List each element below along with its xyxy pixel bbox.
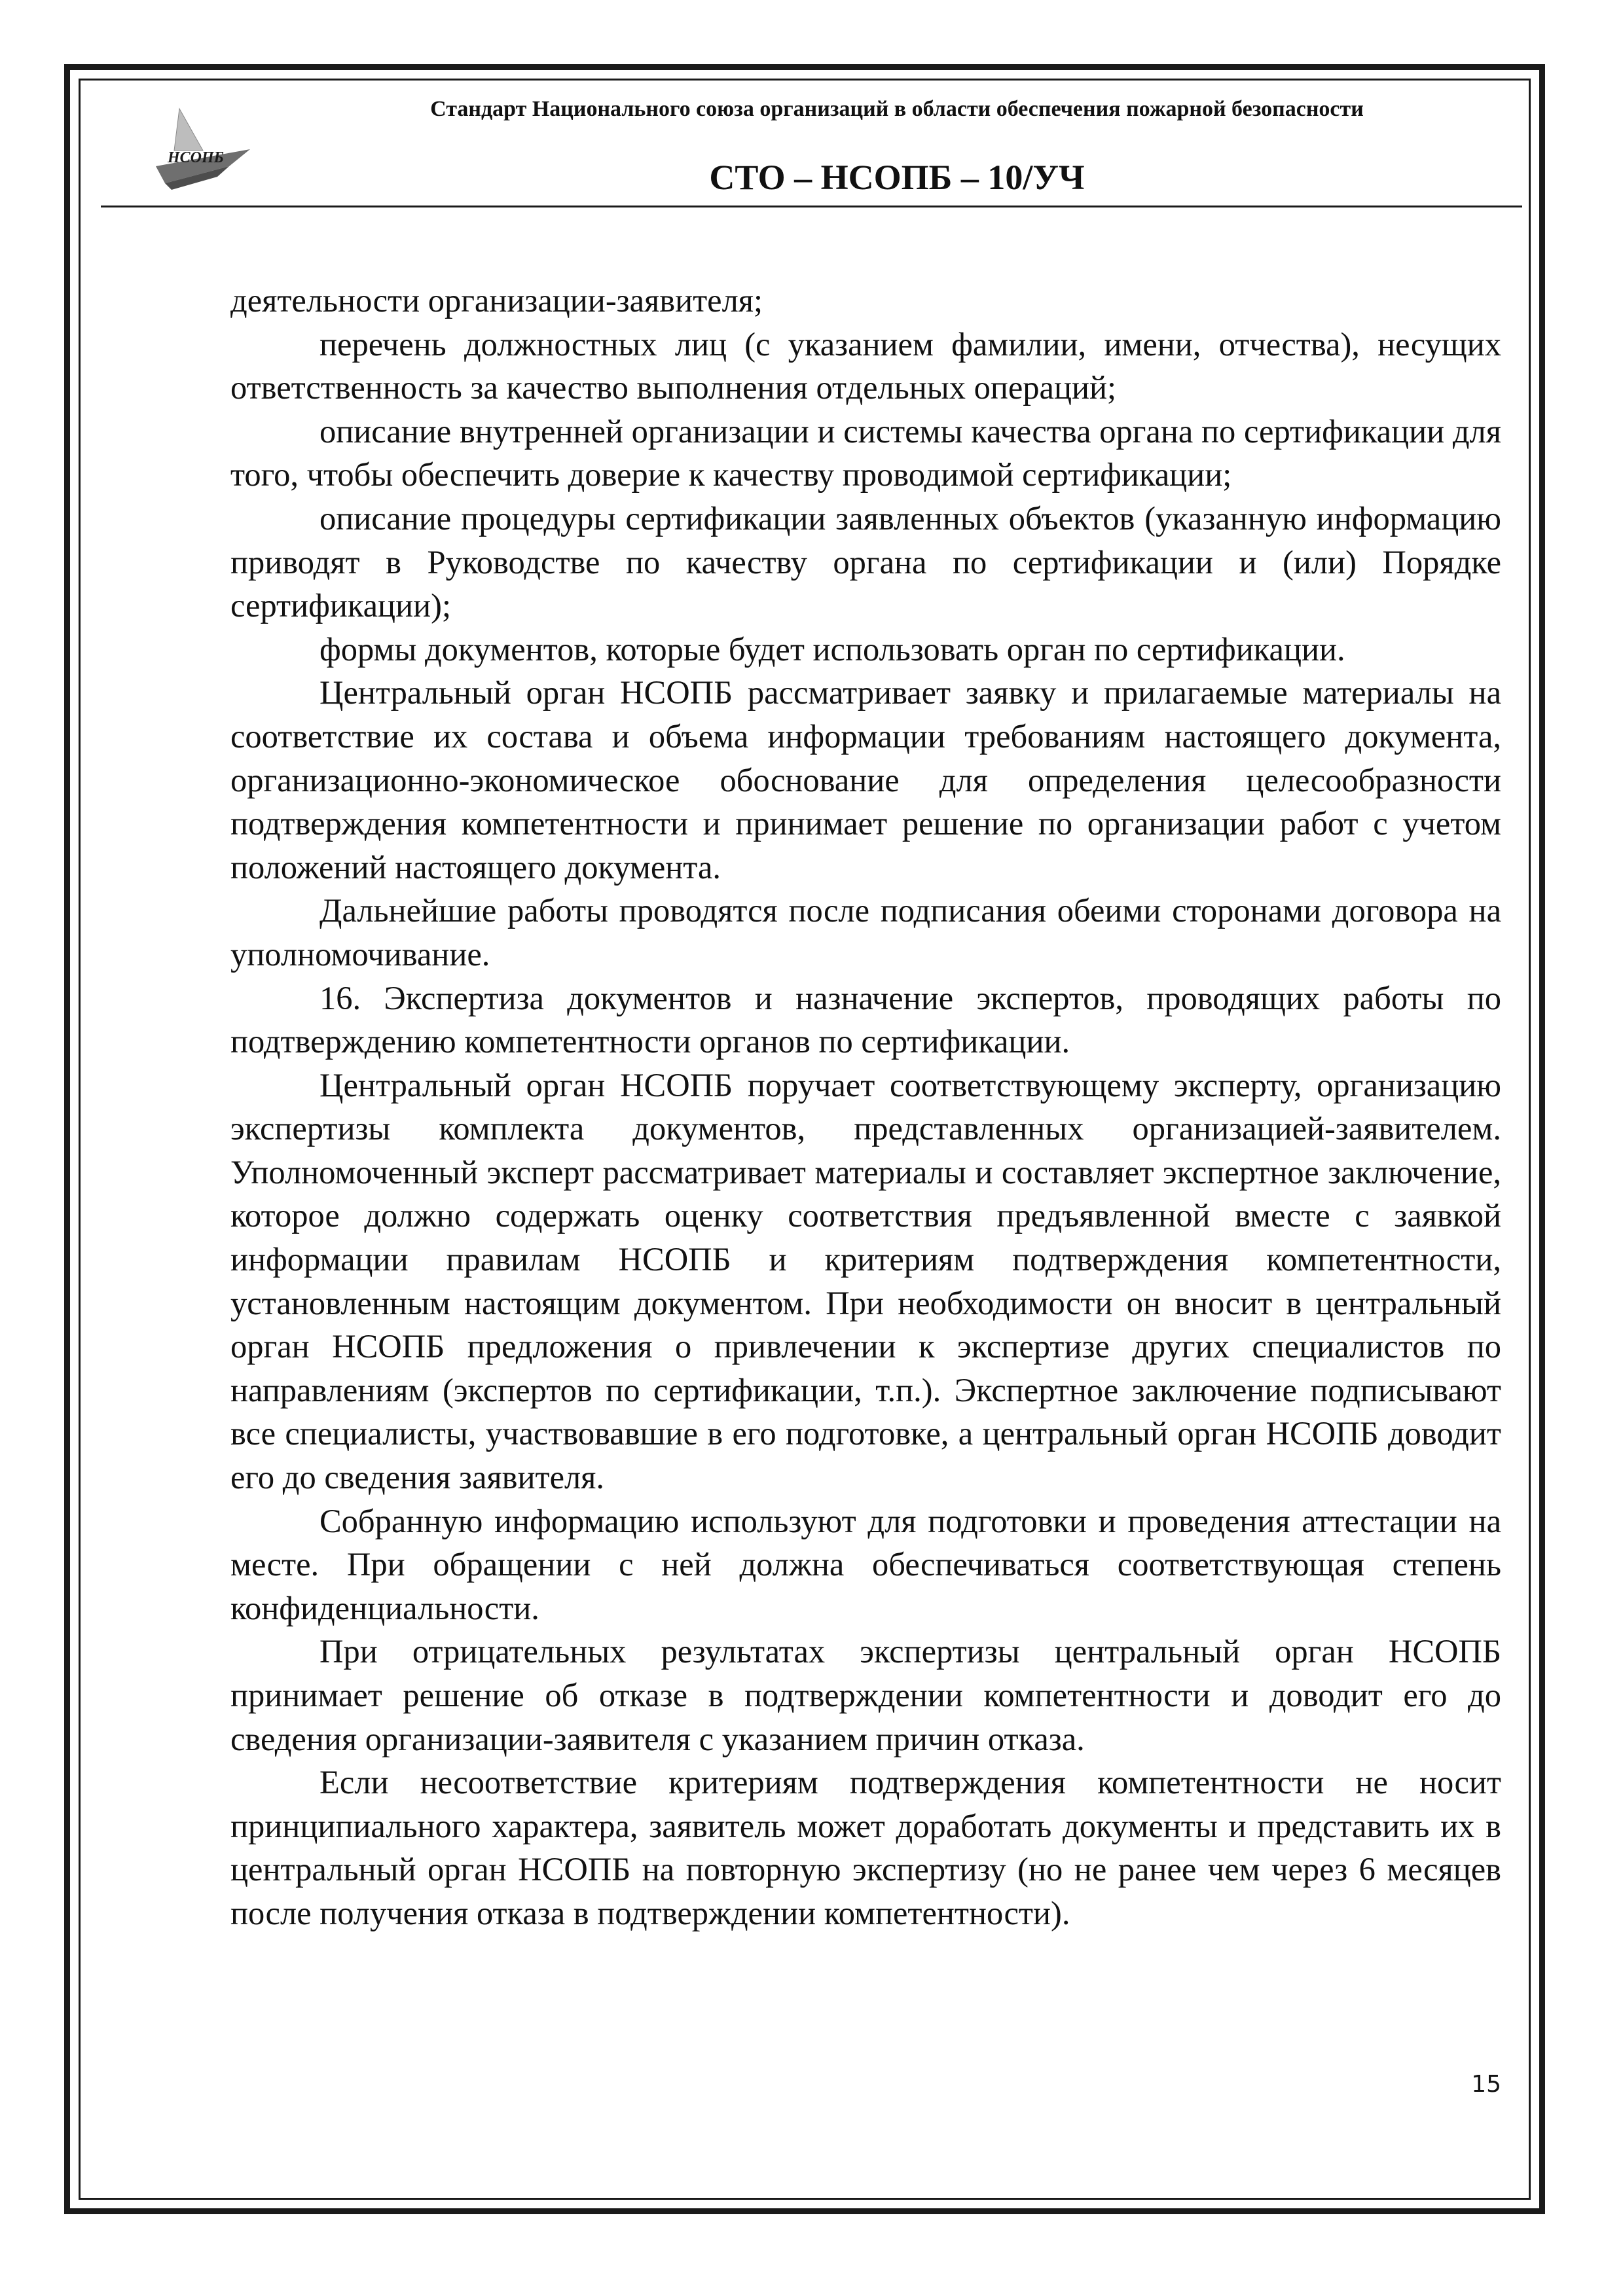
paragraph: формы документов, которые будет использовать орган по сертификации.	[319, 630, 1345, 668]
nsopb-logo-icon	[152, 103, 257, 195]
header-organization: Стандарт Национального союза организаций в области обеспечения пожарной безопасности	[430, 97, 1364, 121]
document-code: СТО – НСОПБ – 10/УЧ	[709, 158, 1085, 197]
paragraph: перечень должностных лиц (с указанием фамилии, имени, отчества), несущих ответственность за качество выполнения отдельных операций;	[230, 325, 1501, 406]
header-divider	[101, 206, 1522, 207]
paragraph: Собранную информацию используют для подготовки и проведения аттестации на месте. При обращении с ней должна обеспечиваться соответствующая степень конфиденциальности.	[230, 1502, 1501, 1626]
paragraph: описание внутренней организации и системы качества органа по сертификации для того, чтобы обеспечить доверие к качеству проводимой сертификации;	[230, 412, 1501, 493]
paragraph: Дальнейшие работы проводятся после подписания обеими сторонами договора на уполномочивание.	[230, 892, 1501, 973]
paragraph: описание процедуры сертификации заявленных объектов (указанную информацию приводят в Руководстве по качеству органа по сертификации и (или) Порядке сертификации);	[230, 499, 1501, 624]
body-text	[230, 279, 1501, 1935]
paragraph: При отрицательных результатах экспертизы центральный орган НСОПБ принимает решение об отказе в подтверждении компетентности и доводит его до сведения организации-заявителя с указанием причин отказа.	[230, 1633, 1501, 1757]
paragraph: деятельности организации-заявителя;	[230, 282, 763, 319]
paragraph: Центральный орган НСОПБ поручает соответствующему эксперту, организацию экспертизы комплекта документов, представленных организацией-заявителем. Уполномоченный эксперт рассматривает материалы и составляет экспертное заключение, которое должно содержать оценку соответствия предъявленной вместе с заявкой информации правилам НСОПБ и критериям подтверждения компетентности, установленным настоящим документом. При необходимости он вносит в центральный орган НСОПБ предложения о привлечении к экспертизе других специалистов по направлениям (экспертов по сертификации, т.п.). Экспертное заключение подписывают все специалисты, участвовавшие в его подготовке, а центральный орган НСОПБ доводит его до сведения заявителя.	[230, 1066, 1501, 1496]
paragraph: Если несоответствие критериям подтверждения компетентности не носит принципиального характера, заявитель может доработать документы и представить их в центральный орган НСОПБ на повторную экспертизу (но не ранее чем через 6 месяцев после получения отказа в подтверждении компетентности).	[230, 1764, 1501, 1931]
page-number: 15	[1471, 2071, 1501, 2098]
paragraph: Центральный орган НСОПБ рассматривает заявку и прилагаемые материалы на соответствие их состава и объема информации требованиям настоящего документа, организационно-экономическое обоснование для определения целесообразности подтверждения компетентности и принимает решение по организации работ с учетом положений настоящего документа.	[230, 674, 1501, 886]
logo-text: НСОПБ	[168, 149, 224, 166]
section-16-heading: 16. Экспертиза документов и назначение экспертов, проводящих работы по подтверждению компетентности органов по сертификации.	[230, 979, 1501, 1060]
